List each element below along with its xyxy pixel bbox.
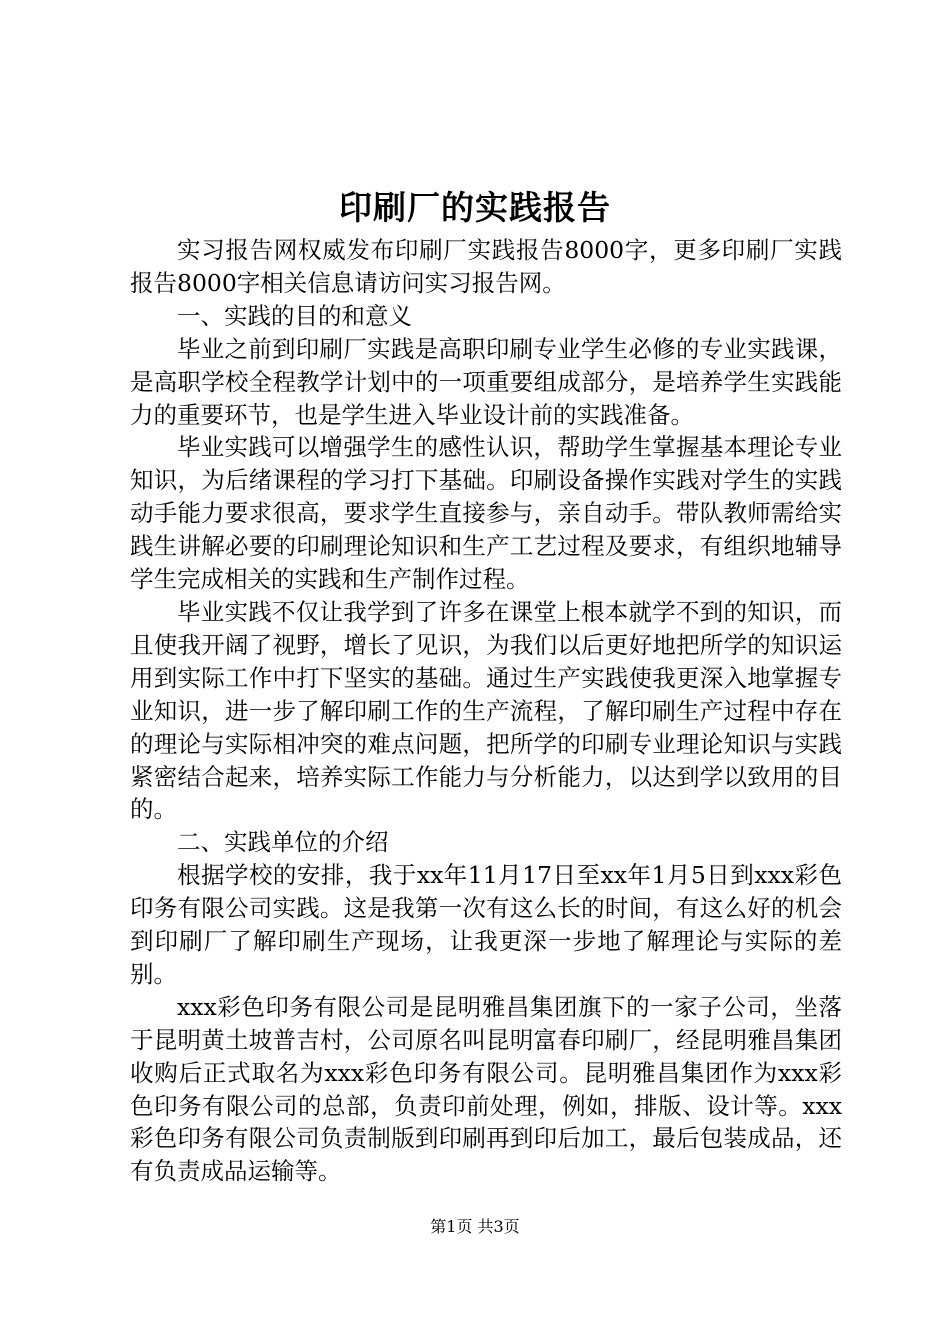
document-title: 印刷厂的实践报告 bbox=[339, 188, 611, 227]
intro-paragraph: 实习报告网权威发布印刷厂实践报告8000字，更多印刷厂实践报告8000字相关信息请访问实习报告网。 bbox=[130, 236, 842, 297]
body-paragraph: 毕业之前到印刷厂实践是高职印刷专业学生必修的专业实践课，是高职学校全程教学计划中的一项重要组成部分，是培养学生实践能力的重要环节，也是学生进入毕业设计前的实践准备。 bbox=[130, 334, 842, 429]
body-paragraph: 毕业实践可以增强学生的感性认识，帮助学生掌握基本理论专业知识，为后绪课程的学习打下基础。印刷设备操作实践对学生的实践动手能力要求很高，要求学生直接参与，亲自动手。带队教师需给实践生讲解必要的印刷理论知识和生产工艺过程及要求，有组织地辅导学生完成相关的实践和生产制作过程。 bbox=[130, 433, 842, 594]
section-heading-unit: 二、实践单位的介绍 bbox=[177, 828, 389, 857]
body-paragraph: 根据学校的安排，我于xx年11月17日至xx年1月5日到xxx彩色印务有限公司实践。这是我第一次有这么长的时间，有这么好的机会到印刷厂了解印刷生产现场，让我更深一步地了解理论与实际的差别。 bbox=[130, 861, 842, 988]
body-paragraph: 毕业实践不仅让我学到了许多在课堂上根本就学不到的知识，而且使我开阔了视野，增长了见识，为我们以后更好地把所学的知识运用到实际工作中打下坚实的基础。通过生产实践使我更深入地掌握专业知识，进一步了解印刷工作的生产流程，了解印刷生产过程中存在的理论与实际相冲突的难点问题，把所学的印刷专业理论知识与实践紧密结合起来，培养实际工作能力与分析能力，以达到学以致用的目的。 bbox=[130, 597, 842, 824]
section-heading-purpose: 一、实践的目的和意义 bbox=[177, 301, 412, 330]
body-paragraph: xxx彩色印务有限公司是昆明雅昌集团旗下的一家子公司，坐落于昆明黄土坡普吉村，公司原名叫昆明富春印刷厂，经昆明雅昌集团收购后正式取名为xxx彩色印务有限公司。昆明雅昌集团作为xxx彩色印务有限公司的总部，负责印前处理，例如，排版、设计等。xxx彩色印务有限公司负责制版到印刷再到印后加工，最后包装成品，还有负责成品运输等。 bbox=[130, 992, 842, 1186]
page-number-footer: 第1页 共3页 bbox=[430, 1217, 520, 1236]
document-body bbox=[130, 234, 842, 1188]
